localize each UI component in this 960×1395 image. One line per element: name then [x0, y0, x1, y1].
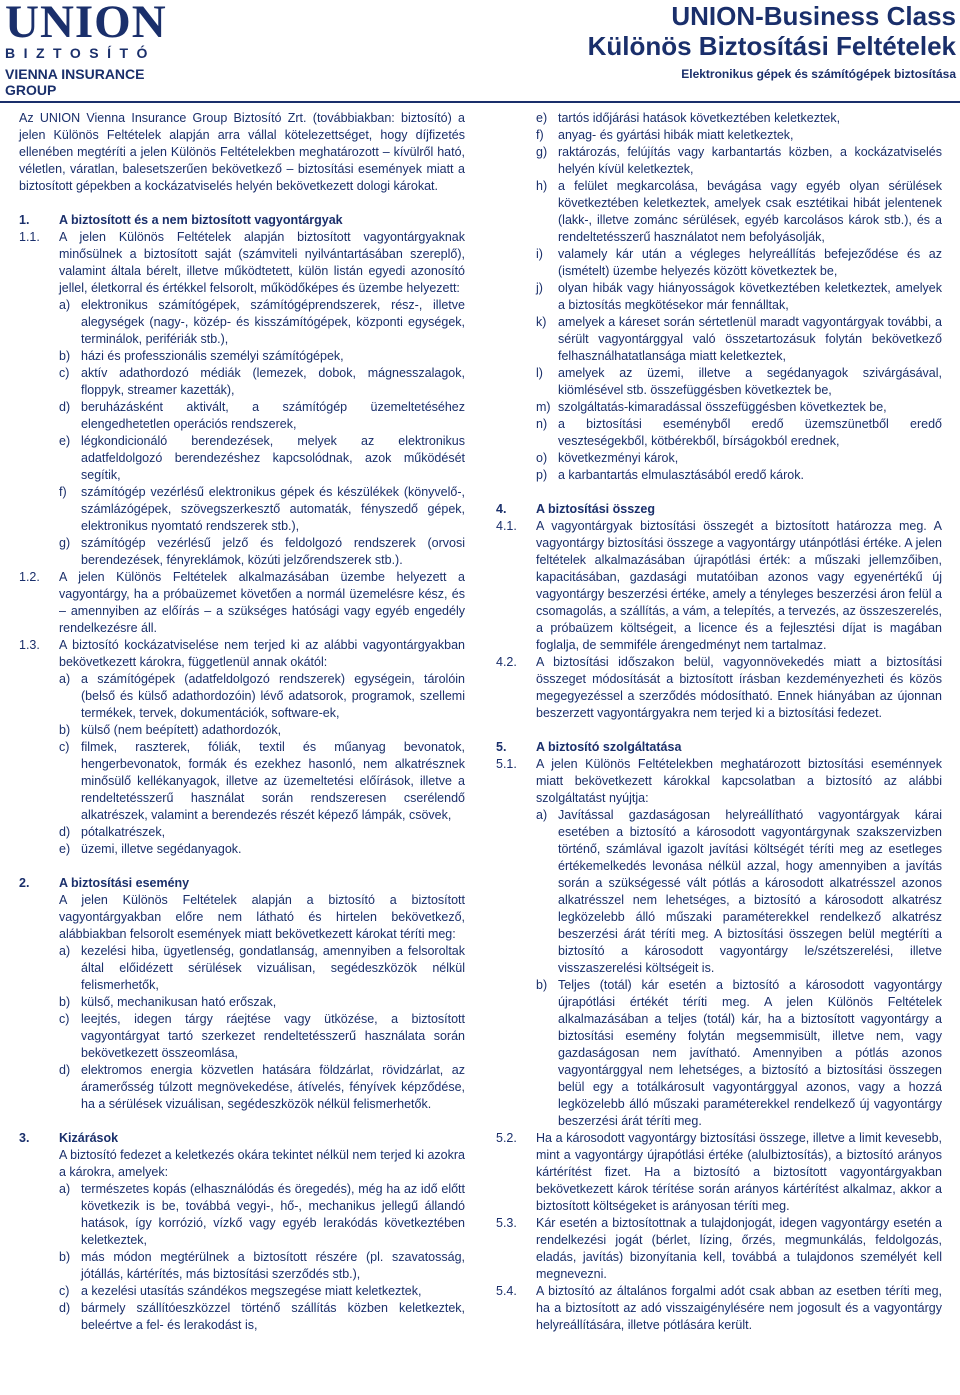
logo-group: VIENNA INSURANCE GROUP — [5, 66, 145, 98]
list-2 — [19, 943, 465, 1113]
section-2-heading: 2. A biztosítási esemény — [19, 876, 190, 890]
list-item: j) olyan hibák vagy hiányosságok következtében keletkeztek, amelyek a biztosítás megkötésekor már fennálltak, — [536, 281, 942, 312]
header-rule — [0, 101, 960, 103]
list-item: h) a felület megkarcolása, bevágása vagy egyéb olyan sérülések következtében keletkeztek, amelyek csak esztétikai hibát jelentenek (lakk-, illetve zománc sérülések, egyéb karcolásos károk stb.), és a rendeltetésszerű használatot nem befolyásolják, — [536, 179, 942, 244]
list-item: a) természetes kopás (elhasználódás és öregedés), még ha az idő előtt következik is be, továbbá vegyi-, hő-, mechanikus jellegű állandó hatások, így korrózió, vízkő vagy egyéb lerakódás következtében keletkeztek, — [59, 1182, 465, 1247]
list-item: d) bármely szállítóeszközzel történő szállítás közben keletkeztek, beleértve a fel- és lerakodást is, — [59, 1301, 465, 1332]
right-column — [496, 110, 942, 1334]
list-item: m) szolgáltatás-kimaradással összefüggésben következtek be, — [536, 400, 887, 414]
list-3-right — [496, 110, 942, 484]
paragraph-5-2: 5.2. Ha a károsodott vagyontárgy biztosítási összege, illetve a limit kevesebb, mint a vagyontárgy újrapótlási értéke (alulbiztosítás), a biztosító arányos kártérítést fizet. Ha a biztosító a biztosított vagyontárgyakban bekövetkezett károk térítése során arányos kártérítést alkalmaz, akkor a biztosított költségeket is arányosan téríti meg. — [496, 1131, 942, 1213]
list-item: f) számítógép vezérlésű elektronikus gépek és készülékek (könyvelő-, számlázógépek, szövegszerkesztő automaták, fényszedő gépek, elektronikus nyomtató rendszerek stb.), — [59, 485, 465, 533]
list-item: a) kezelési hiba, ügyetlenség, gondatlanság, amennyiben a felsoroltak által előidézett sérülések vizuálisan, segédeszközök nélkül felismerhetők, — [59, 944, 465, 992]
list-item: b) külső, mechanikusan ható erőszak, — [59, 995, 277, 1009]
section-5-heading: 5. A biztosító szolgáltatása — [496, 740, 682, 754]
paragraph-5-4: 5.4. A biztosító az általános forgalmi adót csak abban az esetben téríti meg, ha a biztosított az adó visszaigénylésére nem jogosult és a vagyontárgy helyreállítására, illetve pótlására került. — [496, 1284, 942, 1332]
paragraph-5-3: 5.3. Kár esetén a biztosítottnak a tulajdonjogát, idegen vagyontárgy esetén a rendelkezési jogát (bérlet, lízing, őrzés, megmunkálás, feldolgozás, eladás, javítás) bizonyítania kell, továbbá a tulajdonos személyét kell megnevezni. — [496, 1216, 942, 1281]
list-item: b) külső (nem beépített) adathordozók, — [59, 723, 282, 737]
list-item: c) a kezelési utasítás szándékos megszegése miatt keletkeztek, — [59, 1284, 422, 1298]
paragraph-4-1: 4.1. A vagyontárgyak biztosítási összegét a biztosított határozza meg. A vagyontárgy biztosítási összege a vagyontárgy utánpótlási értéke. A jelen feltételek alkalmazásában újrapótlási érték: a műszaki jellemzőiben, kapacitásában, gazdasági mutatóiban azonos vagy egyenértékű új vagyontárgy beszerzési értéke, amely a tényleges beszerzési áron felül a csomagolás, a szállítás, a vám, a telepítés, a tervezés, az összeszerelés, a próbaüzem költségeit, a licence és a fejlesztési díjat is magában foglalja, de semmiféle árengedményt nem tartalmaz. — [496, 519, 942, 652]
paragraph-1-2: 1.2. A jelen Különös Feltételek alkalmazásában üzembe helyezett a vagyontárgy, ha a próbaüzemet követően a normál üzemelésre kész, és – amennyiben az előírás – a szükséges hatósági vagy egyéb engedély rendelkezésre áll. — [19, 570, 465, 635]
list-5-1 — [496, 807, 942, 1130]
list-1-1 — [19, 297, 465, 569]
list-item: a) Javítással gazdaságosan helyreállítható vagyontárgyak kárai esetében a biztosító a károsodott vagyontárgynak szakszervizben történő, számlával igazolt javítási költségét téríti meg az esetleges értékemelkedés levonása nélkül azzal, hogy amennyiben a javítás során a szükségessé vált pótlás a károsodott alkatrésszel azonos alkatrésszel nem lehetséges, a biztosító a károsodott alkatrész legközelebb álló műszaki paraméterekkel rendelkező alkatrész beszerzési árát téríti meg. A biztosítási összegen belül megtéríti a biztosító a károsodott vagyontárgy le/szétszerelési, illetve visszaszerelési költségeit is. — [536, 808, 942, 975]
section-4-heading: 4. A biztosítási összeg — [496, 502, 656, 516]
list-item: l) amelyek az üzemi, illetve a segédanyagok szivárgásával, kiömlésével stb. összefüggésben következtek be, — [536, 366, 942, 397]
left-column — [19, 110, 465, 1334]
list-item: b) más módon megtérülnek a biztosított részére (pl. szavatosság, jótállás, kártérítés, más biztosítási szerződés stb.), — [59, 1250, 465, 1281]
list-item: e) üzemi, illetve segédanyagok. — [59, 842, 242, 856]
list-1-3 — [19, 671, 465, 858]
paragraph-1-1: 1.1. A jelen Különös Feltételek alapján biztosított vagyontárgyaknak minősülnek a biztosított saját (számviteli nyilvántartásában szereplő), valamint általa bérelt, illetve működtetett, külön listán egyedi azonosító jellel, életkorral és értékkel felsorolt, működőképes és üzembe helyezett: — [19, 230, 465, 295]
list-item: g) számítógép vezérlésű jelző és feldolgozó rendszerek (orvosi berendezések, fényreklámok, közúti jelzőrendszerek stb.). — [59, 536, 465, 567]
paragraph-3: A biztosító fedezet a keletkezés okára tekintet nélkül nem terjed ki azokra a károkra, amelyek: — [59, 1148, 465, 1179]
list-item: c) aktív adathordozó médiák (lemezek, dobok, mágnesszalagok, floppyk, streamer kazetták), — [59, 366, 465, 397]
logo-word: UNION — [5, 0, 167, 48]
paragraph-2: A jelen Különös Feltételek alapján a biztosító a biztosított vagyontárgyakban előre nem látható és hirtelen bekövetkező, alábbiakban felsorolt események miatt bekövetkezett károkat téríti meg: — [59, 893, 465, 941]
page-header — [0, 0, 960, 100]
list-item: c) filmek, raszterek, fóliák, textil és műanyag bevonatok, hengerbevonatok, formák és ezekhez hasonló, nem alkatrésznek minősülő kellékanyagok, illetve az üzemeltetési előírások, illetve a rendeltetésszerű használat során rendszeresen cserélendő alkatrészek, valamint a berendezés részét képező lámpák, csövek, — [59, 740, 465, 822]
list-item: n) a biztosítási eseményből eredő üzemszünetből eredő veszteségekből, kötbérekből, bírságokból erednek, — [536, 417, 942, 448]
intro-paragraph: Az UNION Vienna Insurance Group Biztosító Zrt. (továbbiakban: biztosító) a jelen Különös Feltételek alapján arra vállal kötelezettséget, hogy díjfizetés ellenében megtéríti a jelen Különös Feltételekben meghatározott – kívülről ható, véletlen, váratlan, balesetszerűen bekövetkező – biztosítási események miatt a biztosított gépekben a kockázatviselés helyén bekövetkezett dologi károkat. — [19, 111, 465, 193]
list-item: c) leejtés, idegen tárgy ráejtése vagy ütközése, a biztosított vagyontárgyat tartó szerkezet rendeltetésszerű használata során bekövetkezett összeomlása, — [59, 1012, 465, 1060]
document-brand: UNION-Business Class — [671, 1, 956, 31]
header-titles — [588, 1, 956, 82]
list-item: d) elektromos energia közvetlen hatására földzárlat, rövidzárlat, az áramerősség túlzott megnövekedése, átívelés, fényívek képződése, ha a sérülések vizuálisan, segédeszközök nélkül felismerhetők. — [59, 1063, 465, 1111]
section-1-heading: 1. A biztosított és a nem biztosított vagyontárgyak — [19, 213, 343, 227]
paragraph-1-3: 1.3. A biztosító kockázatviselése nem terjed ki az alábbi vagyontárgyakban bekövetkezett károkra, függetlenül annak okától: — [19, 638, 465, 669]
list-item: e) tartós időjárási hatások következtében keletkeztek, — [536, 111, 841, 125]
list-item: b) házi és professzionális személyi számítógépek, — [59, 349, 344, 363]
paragraph-4-2: 4.2. A biztosítási időszakon belül, vagyonnövekedés miatt a biztosítási összeget módosítását a biztosított írásban kezdeményezheti és közös megegyezéssel a szerződés módosítható. Ennek hiányában az újonnan beszerzett vagyontárgyakra nem terjed ki a biztosítási fedezet. — [496, 655, 942, 720]
list-item: p) a karbantartás elmulasztásából eredő károk. — [536, 468, 804, 482]
section-3-heading: 3. Kizárások — [19, 1131, 119, 1145]
list-item: g) raktározás, felújítás vagy karbantartás közben, a kockázatviselés helyén kívül keletkeztek, — [536, 145, 942, 176]
list-item: e) légkondicionáló berendezések, melyek az elektronikus adatfeldolgozó berendezéshez kapcsolódnak, azok működését segítik, — [59, 434, 465, 482]
paragraph-5-1: 5.1. A jelen Különös Feltételekben meghatározott biztosítási eseménnyek miatt bekövetkezett károkkal kapcsolatban a biztosító az alábbi szolgáltatást nyújtja: — [496, 757, 942, 805]
list-item: a) elektronikus számítógépek, számítógéprendszerek, rész-, illetve alegységek (nagy-, közép- és kisszámítógépek, központi egységek, terminálok, perifériák stb.), — [59, 298, 465, 346]
document-subtitle: Elektronikus gépek és számítógépek biztosítása — [681, 67, 956, 81]
logo-subtitle: BIZTOSÍTÓ — [5, 45, 156, 61]
union-logo — [5, 0, 185, 98]
list-item: d) beruházásként aktivált, a számítógép üzemeltetéséhez elengedhetetlen operációs rendszerek, — [59, 400, 465, 431]
list-item: i) valamely kár után a végleges helyreállítás befejeződése és az (ismételt) üzembe helyezés között következtek be, — [536, 247, 942, 278]
list-item: k) amelyek a káreset során sértetlenül maradt vagyontárgyak további, a sérült vagyontárggyal való összetartozásuk folytán bekövetkező felhasználhatatlansága miatt keletkeztek, — [536, 315, 942, 363]
list-item: b) Teljes (totál) kár esetén a biztosító a károsodott vagyontárgy újrapótlási értékét téríti meg. A jelen Különös Feltételek alkalmazásában a teljes (totál) kár, ha a biztosított vagyontárgy a biztosítási esemény folytán megsemmisült, illetve nem, vagy gazdaságosan nem javítható. Amennyiben a pótlás azonos vagyontárggyal nem lehetséges, a biztosító a biztosítási összegen belül egy a totálkárosult vagyontárggyal azonos, vagy a hozzá legközelebb álló műszaki paraméterekkel rendelkező új vagyontárgy beszerzési árát téríti meg. — [536, 978, 942, 1128]
list-item: d) pótalkatrészek, — [59, 825, 166, 839]
list-item: a) a számítógépek (adatfeldolgozó rendszerek) egységein, tárolóin (belső és külső adathordozóin) lévő adatsorok, programok, szellemi termékek, tervek, dokumentációk, software-ek, — [59, 672, 465, 720]
document-title: Különös Biztosítási Feltételek — [587, 31, 956, 61]
list-item: o) következményi károk, — [536, 451, 679, 465]
list-3-left — [19, 1181, 465, 1334]
list-item: f) anyag- és gyártási hibák miatt keletkeztek, — [536, 128, 794, 142]
